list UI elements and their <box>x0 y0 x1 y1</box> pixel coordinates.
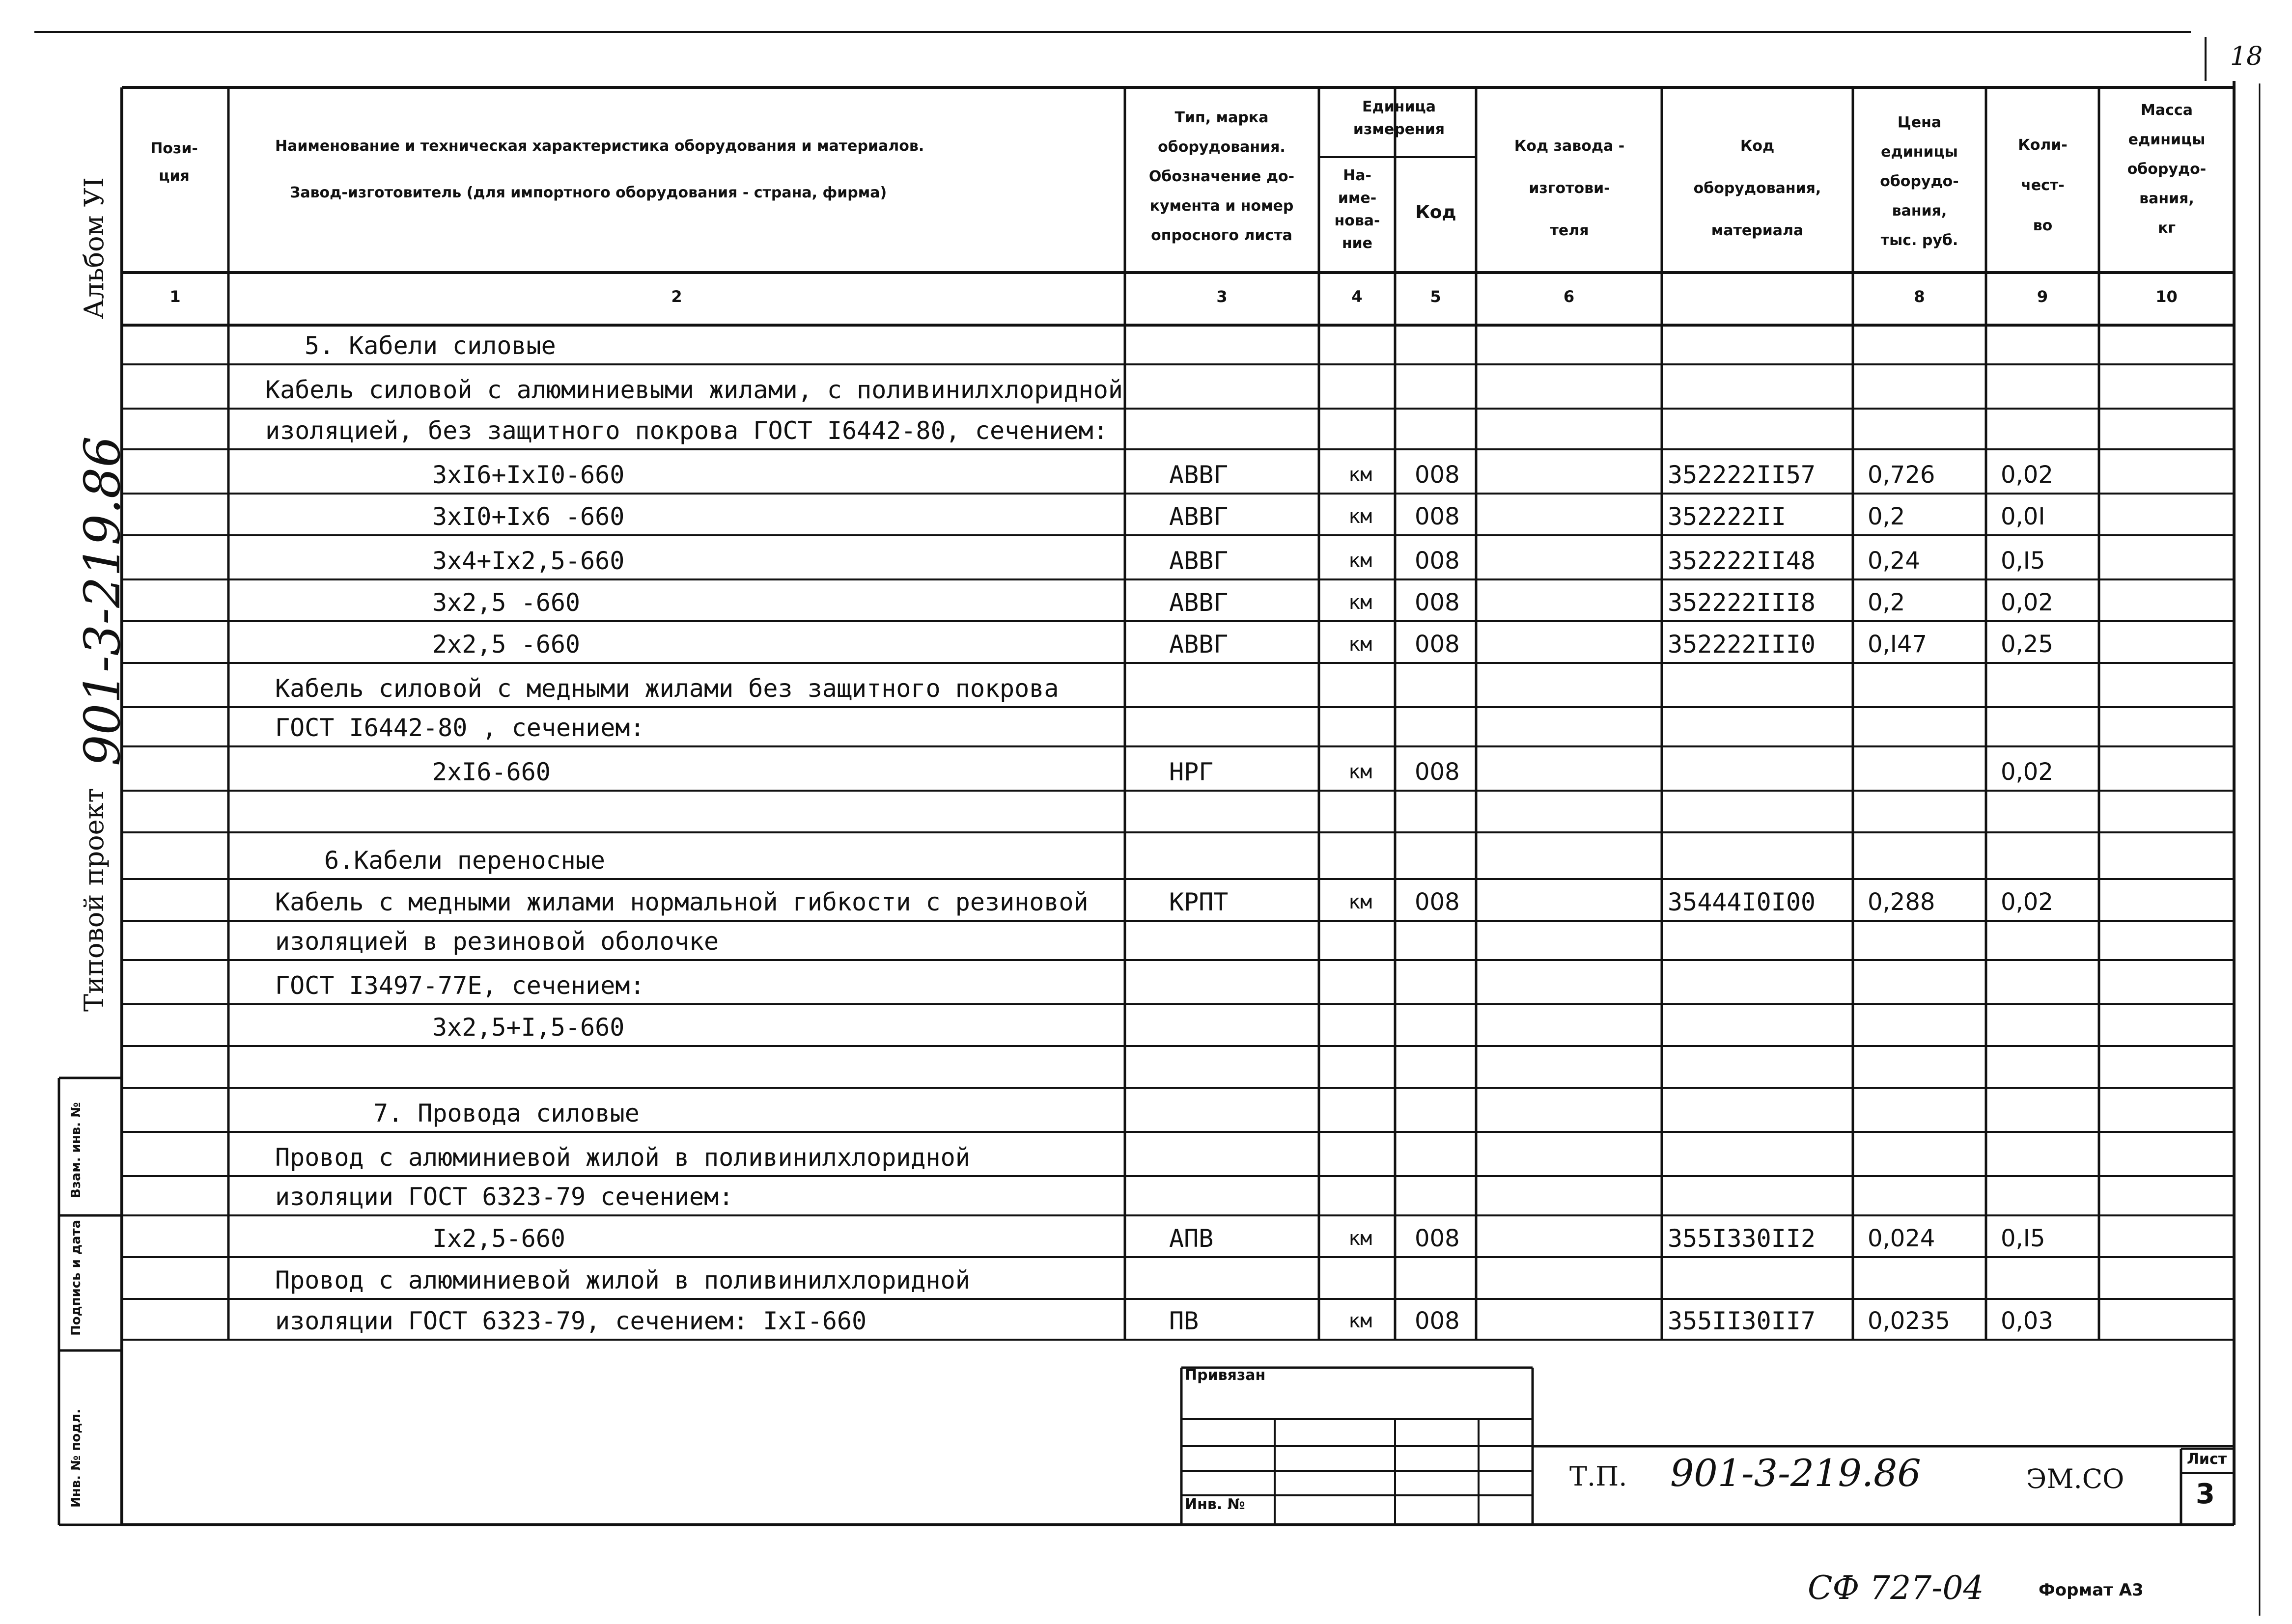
row-name: 2х2,5 -660 <box>432 630 581 659</box>
row-qty: 0,25 <box>2001 631 2053 658</box>
row-type: КРПТ <box>1169 888 1229 916</box>
header-qty: Коли- чест- во <box>2018 137 2068 234</box>
row-price: 0,0235 <box>1868 1307 1950 1335</box>
column-number: 6 <box>1563 287 1575 306</box>
header-name-line2: Завод-изготовитель (для импортного оборудования - страна, фирма) <box>290 184 887 201</box>
column-number: 3 <box>1216 287 1228 306</box>
stamp-code: СФ 727-04 <box>1808 1569 1984 1607</box>
row-name: 3хI6+IхI0-660 <box>432 461 625 489</box>
row-code: 008 <box>1415 888 1460 916</box>
row-price: 0,I47 <box>1868 631 1928 658</box>
row-code: 008 <box>1415 461 1460 489</box>
row-type: ПВ <box>1169 1307 1199 1335</box>
header-plant-code: Код завода - изготови- теля <box>1514 138 1625 239</box>
album-label: Альбом УI <box>79 177 110 319</box>
header-price: Цена единицы оборудо- вания, тыс. руб. <box>1880 114 1959 249</box>
row-name: изоляции ГОСТ 6323-79, сечением: IхI-660 <box>275 1307 867 1335</box>
row-price: 0,2 <box>1868 589 1905 616</box>
header-material-code: Код оборудования, материала <box>1693 138 1821 239</box>
stamp-replaced-inv: Взам. инв. № <box>69 1102 84 1198</box>
row-unit: км <box>1348 1227 1372 1250</box>
tied-label: Привязан <box>1185 1367 1266 1384</box>
header-mass: Масса единицы оборудо- вания, кг <box>2127 102 2207 237</box>
row-qty: 0,03 <box>2001 1307 2053 1335</box>
row-type: АВВГ <box>1169 630 1229 659</box>
row-material-code: 352222III8 <box>1668 588 1816 617</box>
row-type: АВВГ <box>1169 588 1229 617</box>
row-code: 008 <box>1415 589 1460 616</box>
row-unit: км <box>1348 1310 1372 1332</box>
row-qty: 0,02 <box>2001 461 2053 489</box>
row-name: Провод с алюминиевой жилой в поливинилхлоридной <box>275 1266 970 1294</box>
row-type: АВВГ <box>1169 461 1229 489</box>
stamp-signature-date: Подпись и дата <box>69 1219 84 1336</box>
row-code: 008 <box>1415 631 1460 658</box>
row-material-code: 352222III0 <box>1668 630 1816 659</box>
project-code-title: 901-3-219.86 <box>1670 1451 1921 1495</box>
column-number: 5 <box>1430 287 1441 306</box>
row-material-code: 355I330II2 <box>1668 1224 1816 1253</box>
row-price: 0,726 <box>1868 461 1935 489</box>
row-code: 008 <box>1415 758 1460 786</box>
doc-code: ЭМ.СО <box>2026 1463 2124 1494</box>
row-unit: км <box>1348 464 1372 486</box>
row-material-code: 352222II <box>1668 502 1786 531</box>
column-number: 10 <box>2155 287 2178 306</box>
row-price: 0,024 <box>1868 1225 1935 1252</box>
row-qty: 0,I5 <box>2001 1225 2045 1252</box>
project-type-label: Типовой проект <box>79 788 110 1012</box>
header-unit-code: Код <box>1415 202 1456 222</box>
column-number: 9 <box>2037 287 2048 306</box>
row-price: 0,288 <box>1868 888 1935 916</box>
row-name: 3хI0+Iх6 -660 <box>432 502 625 531</box>
row-qty: 0,02 <box>2001 758 2053 786</box>
row-unit: км <box>1348 761 1372 783</box>
row-qty: 0,02 <box>2001 888 2053 916</box>
row-name: ГОСТ I3497-77Е, сечением: <box>275 971 645 1000</box>
row-type: АВВГ <box>1169 502 1229 531</box>
row-unit: км <box>1348 633 1372 656</box>
row-name: 2хI6-660 <box>432 758 551 786</box>
row-code: 008 <box>1415 503 1460 530</box>
row-unit: км <box>1348 505 1372 528</box>
row-name: Провод с алюминиевой жилой в поливинилхлоридной <box>275 1143 970 1172</box>
inv-label: Инв. № <box>1185 1496 1245 1513</box>
row-type: АВВГ <box>1169 547 1229 575</box>
header-unit-name: На- име- нова- ние <box>1334 167 1380 252</box>
row-price: 0,24 <box>1868 547 1920 575</box>
row-qty: 0,I5 <box>2001 547 2045 575</box>
format-label: Формат А3 <box>2039 1580 2144 1600</box>
row-name: 3х2,5+I,5-660 <box>432 1013 625 1042</box>
row-name: 6.Кабели переносные <box>324 846 605 875</box>
row-code: 008 <box>1415 1307 1460 1335</box>
row-name: 3х2,5 -660 <box>432 588 581 617</box>
row-name: изоляцией, без защитного покрова ГОСТ I6442-80, сечением: <box>265 416 1108 445</box>
row-name: изоляцией в резиновой оболочке <box>275 927 719 956</box>
row-qty: 0,0I <box>2001 503 2045 530</box>
row-material-code: 352222II57 <box>1668 461 1816 489</box>
project-code-side: 901-3-219.86 <box>74 436 131 766</box>
row-name: ГОСТ I6442-80 , сечением: <box>275 714 645 742</box>
stamp-inv-orig: Инв. № подл. <box>69 1408 84 1508</box>
column-number: 1 <box>169 287 181 306</box>
column-number: 8 <box>1914 287 1925 306</box>
row-name: Кабель силовой с медными жилами без защитного покрова <box>275 674 1059 703</box>
row-name: Кабель силовой с алюминиевыми жилами, с поливинилхлоридной <box>265 376 1123 404</box>
column-number: 4 <box>1351 287 1363 306</box>
row-price: 0,2 <box>1868 503 1905 530</box>
row-code: 008 <box>1415 547 1460 575</box>
tp-label: Т.П. <box>1569 1461 1627 1492</box>
row-material-code: 355II30II7 <box>1668 1307 1816 1335</box>
header-type: Тип, марка оборудования. Обозначение до- кумента и номер опросного листа <box>1148 109 1295 244</box>
column-number: 2 <box>671 287 682 306</box>
sheet-number-top: 18 <box>2230 42 2263 71</box>
row-unit: км <box>1348 591 1372 614</box>
row-name: Кабель с медными жилами нормальной гибкости с резиновой <box>275 888 1089 916</box>
row-name: 7. Провода силовые <box>373 1099 640 1128</box>
row-material-code: 352222II48 <box>1668 547 1816 575</box>
row-qty: 0,02 <box>2001 589 2053 616</box>
header-unit: Единица измерения <box>1353 98 1445 138</box>
row-type: АПВ <box>1169 1224 1214 1253</box>
row-material-code: 35444I0I00 <box>1668 888 1816 916</box>
header-position: Пози- ция <box>150 140 198 185</box>
row-name: 5. Кабели силовые <box>305 331 556 360</box>
row-code: 008 <box>1415 1225 1460 1252</box>
header-name-line1: Наименование и техническая характеристика оборудования и материалов. <box>275 138 924 155</box>
row-name: изоляции ГОСТ 6323-79 сечением: <box>275 1183 734 1211</box>
row-name: 3х4+Iх2,5-660 <box>432 547 625 575</box>
sheet-value: 3 <box>2196 1478 2215 1510</box>
row-name: Iх2,5-660 <box>432 1224 565 1253</box>
row-unit: км <box>1348 550 1372 572</box>
row-unit: км <box>1348 891 1372 913</box>
sheet-label: Лист <box>2187 1451 2227 1468</box>
row-type: НРГ <box>1169 758 1214 786</box>
